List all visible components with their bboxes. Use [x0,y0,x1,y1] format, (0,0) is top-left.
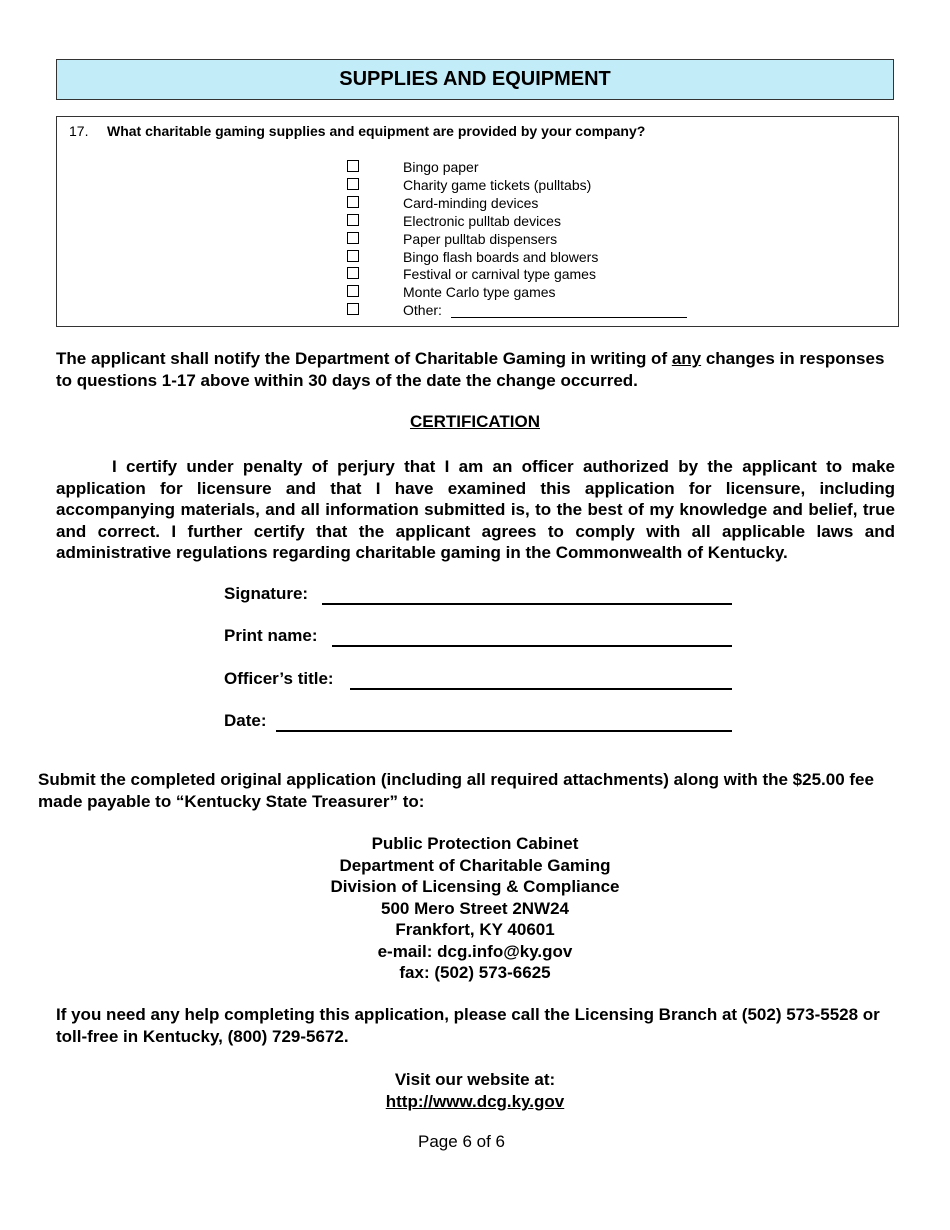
option-paper-pulltab-dispensers [347,231,867,248]
question-number: 17. [69,123,89,139]
date-input-line[interactable] [276,730,732,732]
date-label: Date: [224,711,267,730]
checkbox[interactable] [347,160,359,172]
option-label: Festival or carnival type games [403,266,596,282]
question-text: What charitable gaming supplies and equipment are provided by your company? [107,123,646,139]
website-label: Visit our website at: [394,1070,556,1089]
mailing-address [0,833,950,984]
option-label: Bingo flash boards and blowers [403,249,599,265]
signature-label: Signature: [224,584,309,603]
option-charity-game-tickets [347,177,867,194]
email-line: e-mail: dcg.info@ky.gov [377,941,573,961]
print-name-input-line[interactable] [332,645,732,647]
checkbox[interactable] [347,250,359,262]
option-bingo-paper [347,159,867,176]
fax-line: fax: (502) 573-6625 [399,963,551,982]
checkbox[interactable] [347,285,359,297]
address-line: Public Protection Cabinet [371,834,579,853]
certification-text: I certify under penalty of perjury that I am an officer authorized by the applicant to make application for licensure and that I have examined this application for licensure, including accompanying materials, and all information submitted is, to the best of my knowledge and belief, true and correct. I further certify that the applicant agrees to comply with all applicable laws and administrative regulations regarding charitable gaming in the Commonwealth of Kentucky. [56,457,895,562]
checkbox[interactable] [347,267,359,279]
submit-instructions: Submit the completed original application (including all required attachments) along with the $25.00 fee made payable to “Kentucky State Treasurer” to: [38,770,874,811]
certification-title: CERTIFICATION [409,412,540,431]
address-line: Frankfort, KY 40601 [395,920,555,939]
option-monte-carlo-games [347,284,867,301]
option-label: Paper pulltab dispensers [403,231,558,247]
option-label: Charity game tickets (pulltabs) [403,177,592,193]
checkbox[interactable] [347,214,359,226]
option-electronic-pulltab-devices [347,213,867,230]
checkbox[interactable] [347,232,359,244]
notice-text-after: changes in responses to questions 1-17 above within 30 days of the date the change occurred. [56,349,885,390]
notice-emphasis: any [671,349,702,368]
print-name-row [224,626,732,648]
option-label: Card-minding devices [403,195,539,211]
option-bingo-flash-boards [347,249,867,266]
option-card-minding-devices [347,195,867,212]
checkbox[interactable] [347,178,359,190]
address-line: Department of Charitable Gaming [339,855,611,875]
website-block [0,1069,950,1113]
checkbox[interactable] [347,196,359,208]
notice-paragraph [56,348,896,392]
option-festival-carnival-games [347,266,867,283]
signature-row [224,584,732,606]
signature-input-line[interactable] [322,603,732,605]
officer-title-input-line[interactable] [350,688,732,690]
date-row [224,711,732,733]
option-label: Electronic pulltab devices [403,213,561,229]
page-number: Page 6 of 6 [418,1132,505,1151]
print-name-label: Print name: [224,626,318,645]
notice-text-before: The applicant shall notify the Department of Charitable Gaming in writing of [56,349,672,368]
option-label: Other: [403,302,442,318]
option-label: Monte Carlo type games [403,284,556,300]
address-line: 500 Mero Street 2NW24 [380,898,570,918]
section-header [56,59,894,100]
website-link[interactable]: http://www.dcg.ky.gov [385,1092,565,1111]
option-label: Bingo paper [403,159,479,175]
section-title: SUPPLIES AND EQUIPMENT [339,68,611,90]
question-box [56,116,899,327]
checkbox[interactable] [347,303,359,315]
other-input-line[interactable] [451,317,687,318]
officer-title-label: Officer’s title: [224,669,334,688]
option-other [347,302,867,319]
address-line: Division of Licensing & Compliance [330,877,620,896]
officer-title-row [224,669,732,691]
help-paragraph: If you need any help completing this application, please call the Licensing Branch at (502) 573-5528 or toll-free in Kentucky, (800) 729-5672. [56,1005,880,1046]
